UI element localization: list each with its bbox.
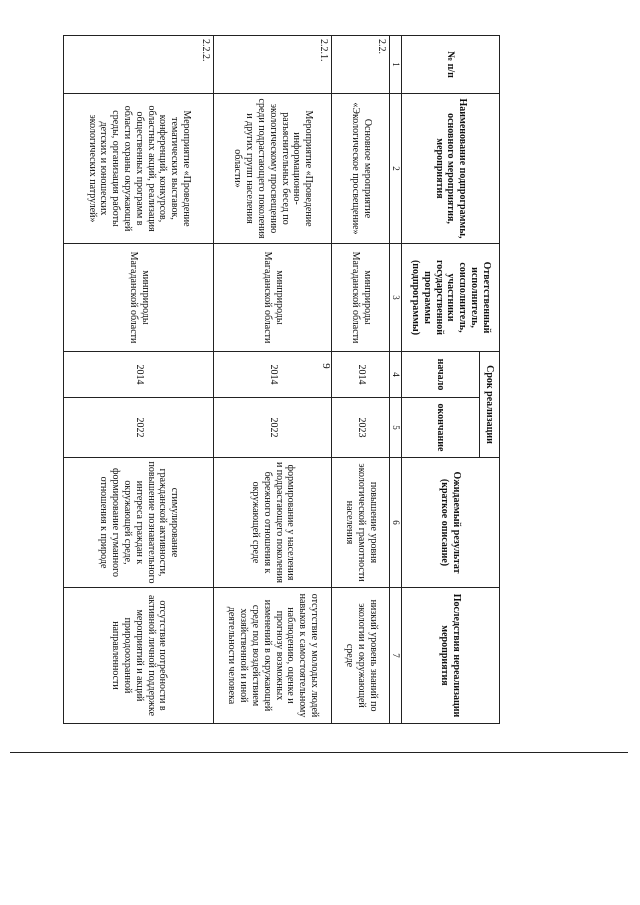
cell-consequences: отсутствие потребности в активной личной поддержке мероприятий и акций природоохранной направленности [64,588,214,724]
header-start: начало [402,352,480,398]
table-row [214,36,332,724]
column-number: 3 [390,244,402,352]
cell-result: повышение уровня экологической грамотности населения [332,458,390,588]
cell-consequences: отсутствие у молодых людей навыков к самостоятельному наблюдению, оценке и прогнозу возможных изменений в окружающей среде под воздействием хозяйственной и иной деятельности человека [214,588,332,724]
header-consequences: Последствия нереализации мероприятия [402,588,500,724]
header-period: Срок реализации [480,352,500,458]
measures-table [63,35,500,724]
column-number: 1 [390,36,402,94]
cell-num: 2.2. [332,36,390,94]
header-name: Наименование подпрограммы, основного мероприятия, мероприятия [402,94,500,244]
column-number: 4 [390,352,402,398]
column-number: 5 [390,398,402,458]
page-number: 9 [319,363,332,369]
cell-end: 2022 [64,398,214,458]
separator-line [10,752,628,753]
column-number-row [390,36,402,724]
header-executor: Ответственный исполнитель, соисполнитель, участники государственной программы (подпрограммы) [402,244,500,352]
table-row [64,36,214,724]
header-num: № п/п [402,36,500,94]
cell-end: 2022 [214,398,332,458]
cell-executor: минприроды Магаданской области [214,244,332,352]
cell-consequences: низкий уровень знаний по экологии и окружающей среде [332,588,390,724]
cell-result: стимулирование гражданской активности, повышение познавательного интереса граждан к окружающей среде, формирование гуманного отношения к природе [64,458,214,588]
column-number: 6 [390,458,402,588]
cell-num: 2.2.2. [64,36,214,94]
cell-start: 2014 [214,352,332,398]
cell-result: формирование у населения и подрастающего поколения бережного отношения к окружающей среде [214,458,332,588]
cell-num: 2.2.1. [214,36,332,94]
column-number: 7 [390,588,402,724]
cell-name: Мероприятие «Проведение информационно-разъяснительных бесед по экологическому просвещению среди подрастающего поколения и других групп населения области» [214,94,332,244]
cell-end: 2023 [332,398,390,458]
cell-name: Мероприятие «Проведение тематических выставок, конференций, конкурсов, областных акций, реализация общественных программ в области охраны окружающей среды, организация работы детских и юношеских экологических патрулей» [64,94,214,244]
cell-executor: минприроды Магаданской области [332,244,390,352]
rotated-table-container [67,35,500,723]
cell-executor: минприроды Магаданской области [64,244,214,352]
cell-start: 2014 [64,352,214,398]
header-result: Ожидаемый результат (краткое описание) [402,458,500,588]
column-number: 2 [390,94,402,244]
header-end: окончание [402,398,480,458]
cell-name: Основное мероприятие «Экологическое просвещение» [332,94,390,244]
table-row [332,36,390,724]
header-row [480,36,500,724]
cell-start: 2014 [332,352,390,398]
